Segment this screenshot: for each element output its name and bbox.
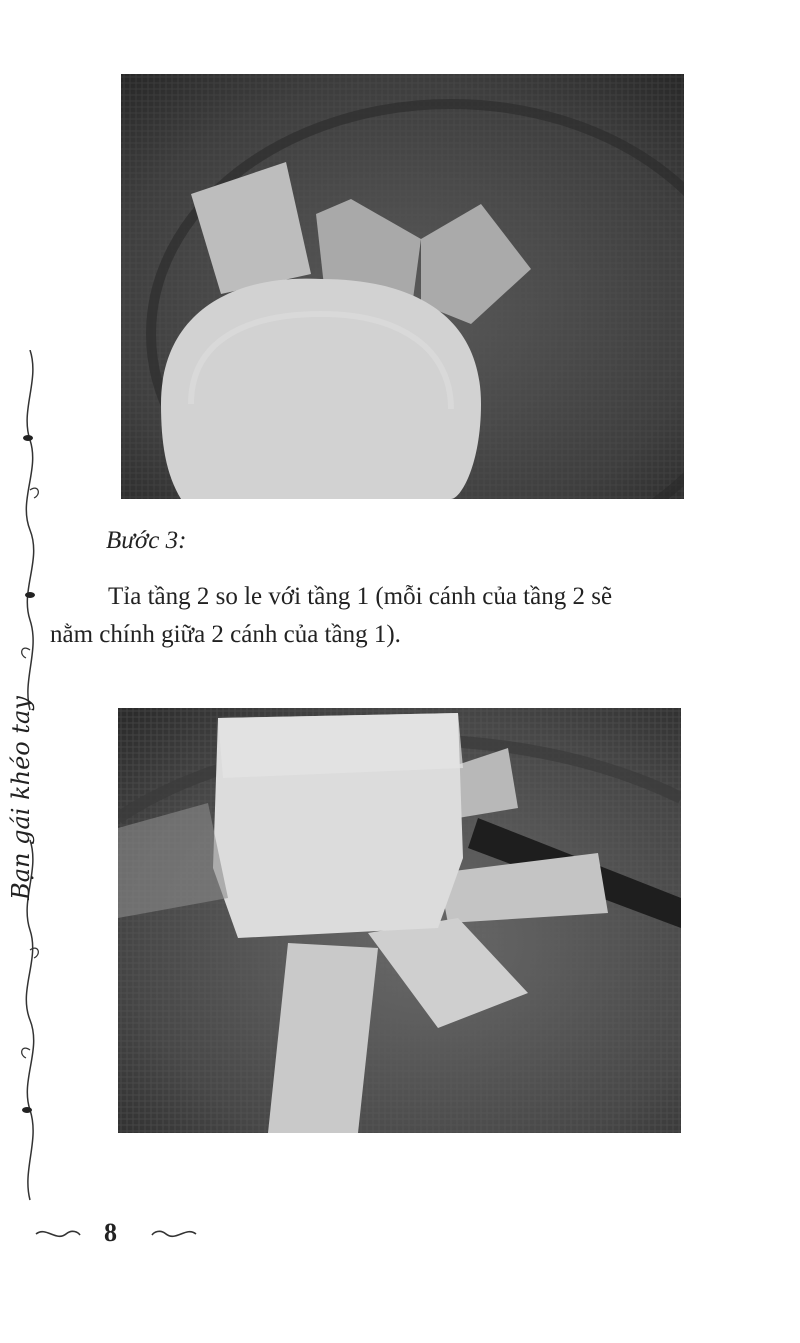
- step-line-2: nằm chính giữa 2 cánh của tầng 1).: [50, 621, 401, 648]
- swirl-left-icon: [34, 1226, 82, 1242]
- step-heading: Bước 3:: [106, 527, 187, 554]
- step-line-1: Tỉa tầng 2 so le với tầng 1 (mỗi cánh của tầng 2 sẽ: [108, 583, 613, 610]
- running-title: Bạn gái khéo tay: [7, 696, 35, 900]
- page-number: 8: [104, 1218, 117, 1247]
- photo-step-2-result: [121, 74, 684, 499]
- swirl-right-icon: [150, 1226, 198, 1242]
- photo-bottom-drawing: [118, 708, 681, 1133]
- step-instructions: [50, 578, 750, 654]
- photo-top-drawing: [121, 74, 684, 499]
- photo-step-3-result: [118, 708, 681, 1133]
